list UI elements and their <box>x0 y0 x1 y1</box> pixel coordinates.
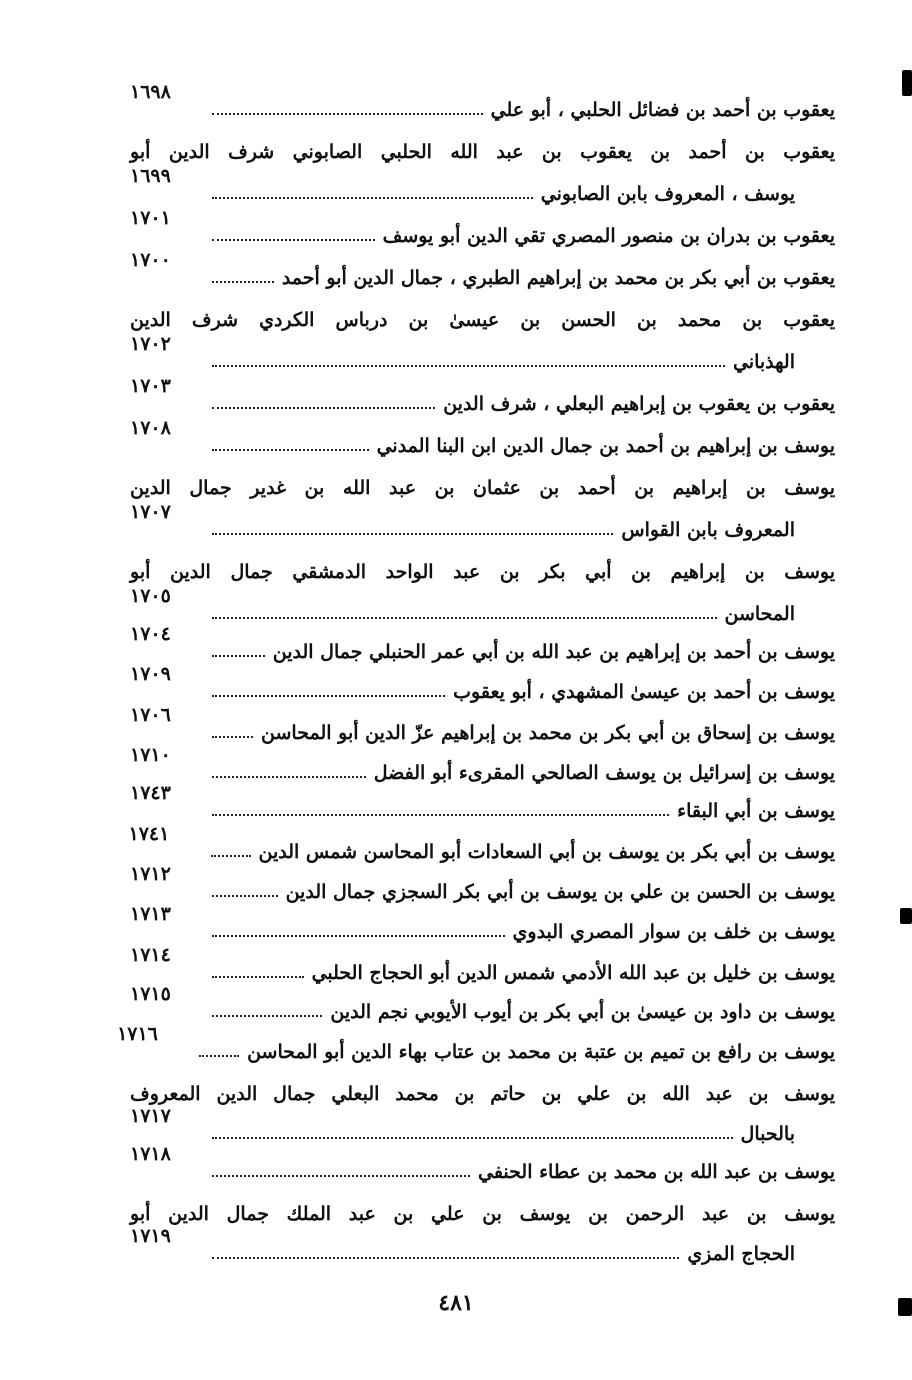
entry-name: يوسف بن أبي بكر بن يوسف بن أبي السعادات أبو المحاسن شمس الدين <box>258 841 835 863</box>
index-entry-line <box>130 124 835 164</box>
index-entry <box>130 418 835 458</box>
entry-number: ١٧٤٣ <box>130 782 171 804</box>
entry-name: يوسف بن إسرائيل بن يوسف الصالحي المقرىء أبو الفضل <box>373 762 835 784</box>
index-entry <box>130 1144 835 1184</box>
entry-number: ١٧١٥ <box>130 983 171 1005</box>
entry-name: يوسف بن أبي البقاء <box>677 800 835 822</box>
entry-number: ١٧١٧ <box>130 1105 171 1127</box>
leader-dots <box>212 976 304 978</box>
binding-mark-top <box>902 70 912 96</box>
entry-number: ١٧١٨ <box>130 1143 171 1165</box>
leader-dots <box>212 365 725 367</box>
entry-name: يعقوب بن أحمد بن يعقوب بن عبد الله الحلبي الصابوني شرف الدين أبو <box>130 141 835 163</box>
index-entry <box>130 334 835 374</box>
entry-number: ١٧٠٨ <box>130 417 171 439</box>
index-entry <box>130 984 835 1024</box>
entry-number: ١٧٤١ <box>128 823 170 845</box>
entry-name: يوسف بن إبراهيم بن أحمد بن جمال الدين ابن البنا المدني <box>376 435 835 457</box>
leader-dots <box>212 736 253 738</box>
index-entry <box>130 250 835 290</box>
page-number: ٤٨١ <box>438 1290 474 1316</box>
index-entry <box>130 745 835 785</box>
entry-name: بالحبال <box>740 1123 795 1145</box>
index-entry <box>130 783 835 823</box>
entry-name: الهذباني <box>732 351 795 373</box>
index-entry <box>130 166 835 206</box>
leader-dots <box>199 1055 239 1057</box>
entry-name: يوسف بن إسحاق بن أبي بكر بن محمد بن إبراهيم عزّ الدين أبو المحاسن <box>261 722 835 744</box>
entry-name: يوسف ، المعروف بابن الصابوني <box>540 183 795 205</box>
index-entry-line <box>130 1066 835 1106</box>
entry-name: يوسف بن رافع بن تميم بن عتبة بن محمد بن عتاب بهاء الدين أبو المحاسن <box>247 1041 835 1063</box>
entry-name: يعقوب بن يعقوب بن إبراهيم البعلي ، شرف الدين <box>443 393 835 415</box>
index-entry-line <box>130 544 835 584</box>
index-entry <box>130 705 835 745</box>
index-entry <box>130 824 835 864</box>
leader-dots <box>212 895 278 897</box>
entry-number: ١٧٠٢ <box>130 333 171 355</box>
entry-name: يوسف بن خلف بن سوار المصري البدوي <box>512 921 835 943</box>
leader-dots <box>212 935 505 937</box>
leader-dots <box>212 655 265 657</box>
entry-name: المحاسن <box>724 603 795 625</box>
entry-number: ١٧٠٦ <box>130 704 171 726</box>
leader-dots <box>212 449 369 451</box>
index-entry <box>130 208 835 248</box>
leader-dots <box>212 1175 470 1177</box>
entry-name: الحجاج المزي <box>687 1243 795 1265</box>
entry-number: ١٧٠٩ <box>130 663 171 685</box>
index-entry <box>130 904 835 944</box>
entry-number: ١٧٠٣ <box>130 375 171 397</box>
entry-number: ١٧٠١ <box>130 207 171 229</box>
index-entry-line <box>130 460 835 500</box>
entry-name: يوسف بن خليل بن عبد الله الأدمي شمس الدين أبو الحجاج الحلبي <box>311 962 835 984</box>
index-entry <box>130 864 835 904</box>
entry-name: يوسف بن عبد الرحمن بن يوسف بن علي بن عبد الملك جمال الدين أبو <box>130 1203 835 1225</box>
index-entry <box>130 945 835 985</box>
entry-name: يعقوب بن بدران بن منصور المصري تقي الدين أبو يوسف <box>382 225 835 247</box>
leader-dots <box>212 814 669 816</box>
entry-name: يوسف بن أحمد بن عيسىٰ المشهدي ، أبو يعقوب <box>453 681 835 703</box>
entry-number: ١٦٩٨ <box>130 81 171 103</box>
entry-name: يعقوب بن محمد بن الحسن بن عيسىٰ بن درباس الكردي شرف الدين <box>130 309 835 331</box>
entry-number: ١٧٠٧ <box>130 501 171 523</box>
entry-number: ١٧٠٠ <box>130 249 171 271</box>
entry-name: يوسف بن أحمد بن إبراهيم بن عبد الله بن أبي عمر الحنبلي جمال الدين <box>272 641 835 663</box>
entry-name: يوسف بن داود بن عيسىٰ بن أبي بكر بن أيوب الأيوبي نجم الدين <box>330 1001 835 1023</box>
entry-number: ١٧١٩ <box>130 1225 171 1247</box>
entry-number: ١٧١٢ <box>130 863 171 885</box>
entry-name: يوسف بن عبد الله بن محمد بن عطاء الحنفي <box>477 1161 835 1183</box>
entry-name: يوسف بن إبراهيم بن أبي بكر بن عبد الواحد الدمشقي جمال الدين أبو <box>130 561 835 583</box>
leader-dots <box>212 617 717 619</box>
index-entry-line <box>130 1186 835 1226</box>
index-entry <box>130 82 835 122</box>
leader-dots <box>212 239 375 241</box>
entry-name: يوسف بن عبد الله بن علي بن حاتم بن محمد البعلي جمال الدين المعروف <box>130 1083 835 1105</box>
binding-mark-middle <box>900 908 912 924</box>
leader-dots <box>212 197 533 199</box>
index-entry-line <box>130 292 835 332</box>
leader-dots <box>212 113 483 115</box>
entry-number: ١٧٠٤ <box>130 623 171 645</box>
leader-dots <box>211 855 251 857</box>
index-entry <box>130 1106 835 1146</box>
leader-dots <box>212 1015 322 1017</box>
leader-dots <box>212 407 435 409</box>
entry-name: يوسف بن الحسن بن علي بن يوسف بن أبي بكر السجزي جمال الدين <box>285 881 835 903</box>
index-entry <box>130 502 835 542</box>
entry-number: ١٦٩٩ <box>130 165 171 187</box>
entry-number: ١٧١٠ <box>130 744 171 766</box>
leader-dots <box>212 281 274 283</box>
leader-dots <box>212 533 613 535</box>
index-entry <box>130 376 835 416</box>
entry-number: ١٧١٦ <box>117 1023 158 1045</box>
index-entry <box>130 624 835 664</box>
entry-number: ١٧١٣ <box>130 903 171 925</box>
leader-dots <box>212 776 366 778</box>
leader-dots <box>212 1137 733 1139</box>
entry-name: المعروف بابن القواس <box>621 519 795 541</box>
entry-name: يوسف بن إبراهيم بن أحمد بن عثمان بن عبد الله بن غدير جمال الدين <box>130 477 835 499</box>
index-entry <box>130 664 835 704</box>
entry-name: يعقوب بن أبي بكر بن محمد بن إبراهيم الطبري ، جمال الدين أبو أحمد <box>281 267 835 289</box>
leader-dots <box>212 695 445 697</box>
leader-dots <box>212 1257 679 1259</box>
index-entry <box>117 1023 835 1064</box>
entry-number: ١٧٠٥ <box>130 585 171 607</box>
index-entry <box>130 1226 835 1266</box>
entry-name: يعقوب بن أحمد بن فضائل الحلبي ، أبو علي <box>490 99 835 121</box>
entry-number: ١٧١٤ <box>130 944 171 966</box>
index-entry <box>130 586 835 626</box>
